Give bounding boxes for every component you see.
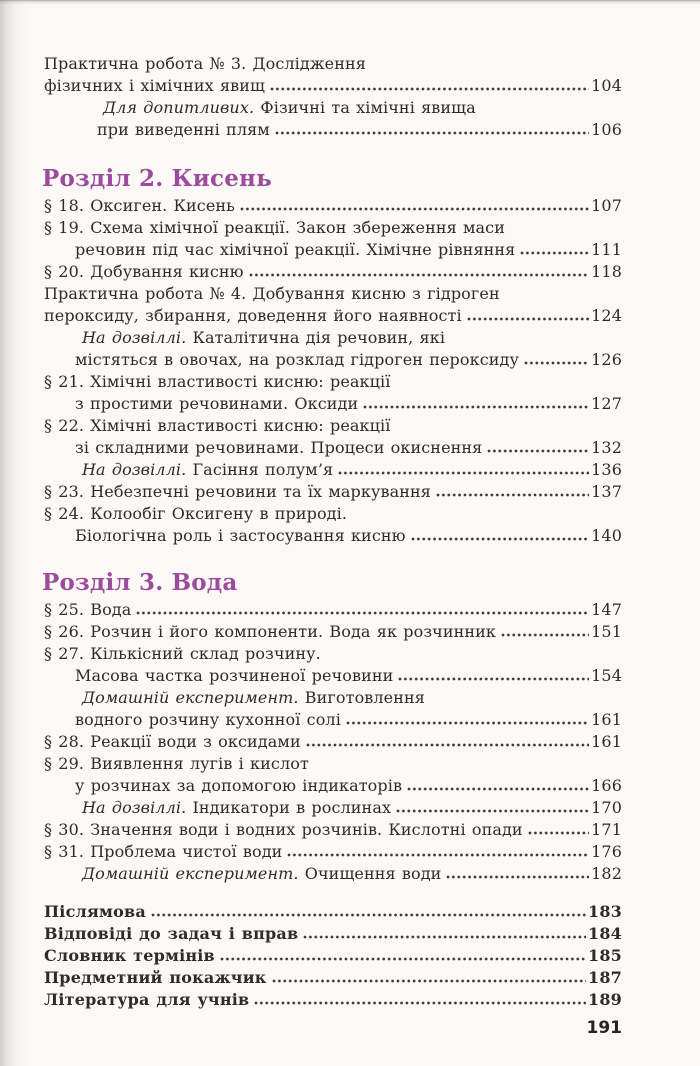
toc-line (44, 600, 622, 622)
toc-line (44, 710, 622, 732)
dot-leader-icon (287, 853, 589, 857)
page-number: 191 (586, 1018, 622, 1038)
toc-line (44, 622, 622, 644)
toc-line-text: § 22. Хімічні властивості кисню: реакції (44, 416, 391, 435)
dot-leader-icon (306, 743, 589, 747)
dot-leader-icon (136, 611, 589, 615)
toc-line-text: § 30. Значення води і водних розчинів. Кислотні опади (44, 820, 523, 839)
toc-line (44, 262, 622, 284)
toc-line (44, 218, 622, 240)
toc-line (44, 990, 622, 1012)
toc-line (44, 76, 622, 98)
toc-entry-page-number: 132 (591, 438, 622, 457)
toc-line-text: § 25. Вода (44, 600, 132, 619)
toc-line-text: Практична робота № 4. Добування кисню з гідроген (44, 284, 500, 303)
toc-line-text: Література для учнів (44, 990, 250, 1009)
toc-line-text: містяться в овочах, на розклад гідроген пероксиду (75, 350, 520, 369)
toc-line (44, 902, 622, 924)
toc-line-emphasis: На дозвіллі. (82, 460, 187, 479)
toc-line-text: § 18. Оксиген. Кисень (44, 196, 235, 215)
toc-line (44, 526, 622, 548)
toc-line (44, 438, 622, 460)
toc-line (44, 666, 622, 688)
toc-line (44, 924, 622, 946)
dot-leader-icon (411, 537, 589, 541)
dot-leader-icon (520, 251, 589, 255)
toc-line-text: § 29. Виявлення лугів і кислот (44, 754, 309, 773)
toc-line (44, 98, 622, 120)
dot-leader-icon (254, 1001, 586, 1005)
toc-line-text: речовин під час хімічної реакції. Хімічне рівняння (75, 240, 516, 259)
toc-line (44, 842, 622, 864)
page-left-edge-shadow (0, 0, 28, 1066)
dot-leader-icon (303, 935, 586, 939)
toc-line (44, 732, 622, 754)
toc-entry-page-number: 183 (588, 902, 622, 921)
toc-entry-page-number: 154 (591, 666, 622, 685)
toc-entry-page-number: 184 (588, 924, 622, 943)
toc-line-text: § 20. Добування кисню (44, 262, 244, 281)
toc-line (44, 120, 622, 142)
toc-line-text: Гасіння полум’я (186, 460, 334, 479)
toc-line (44, 820, 622, 842)
toc-line-text: § 21. Хімічні властивості кисню: реакції (44, 372, 391, 391)
toc-line-text: Каталітична дія речовин, які (186, 328, 446, 347)
toc-line-text: Біологічна роль і застосування кисню (75, 526, 406, 545)
toc-line (44, 688, 622, 710)
toc-entry-page-number: 127 (591, 394, 622, 413)
dot-leader-icon (338, 471, 589, 475)
toc-line (44, 968, 622, 990)
toc-entry-page-number: 147 (591, 600, 622, 619)
toc-line-text: при виведенні плям (97, 120, 270, 139)
section-heading: Розділ 2. Кисень (42, 165, 272, 192)
toc-line (44, 372, 622, 394)
dot-leader-icon (346, 721, 589, 725)
toc-entry-page-number: 111 (591, 240, 622, 259)
toc-line-text: § 26. Розчин і його компоненти. Вода як розчинник (44, 622, 496, 641)
toc-entry-page-number: 140 (591, 526, 622, 545)
toc-line (44, 54, 622, 76)
toc-line-text: § 31. Проблема чистої води (44, 842, 283, 861)
toc-line (44, 504, 622, 526)
toc-line (44, 196, 622, 218)
dot-leader-icon (363, 405, 589, 409)
dot-leader-icon (220, 957, 586, 961)
toc-entry-page-number: 161 (591, 732, 622, 751)
dot-leader-icon (524, 361, 589, 365)
toc-line-text: § 27. Кількісний склад розчину. (44, 644, 321, 663)
dot-leader-icon (275, 131, 589, 135)
toc-line (44, 864, 622, 886)
toc-entry-page-number: 126 (591, 350, 622, 369)
toc-line-text: зі складними речовинами. Процеси окиснення (75, 438, 483, 457)
toc-line-text: Практична робота № 3. Дослідження (44, 54, 366, 73)
toc-line-text: Масова частка розчиненої речовини (75, 666, 394, 685)
toc-entry-page-number: 187 (588, 968, 622, 987)
toc-line-text: водного розчину кухонної солі (75, 710, 341, 729)
toc-line (44, 776, 622, 798)
toc-line (44, 328, 622, 350)
toc-line-text: Предметний покажчик (44, 968, 267, 987)
toc-line-text: Післямова (44, 902, 146, 921)
toc-line-text: Індикатори в рослинах (186, 798, 392, 817)
dot-leader-icon (398, 677, 589, 681)
toc-entry-page-number: 185 (588, 946, 622, 965)
toc-entry-page-number: 137 (591, 482, 622, 501)
toc-entry-page-number: 118 (591, 262, 622, 281)
toc-line (44, 946, 622, 968)
toc-entry-page-number: 170 (591, 798, 622, 817)
toc-line-text: § 24. Колообіг Оксигену в природі. (44, 504, 348, 523)
toc-line-emphasis: На дозвіллі. (82, 328, 187, 347)
toc-entry-page-number: 161 (591, 710, 622, 729)
dot-leader-icon (407, 787, 589, 791)
toc-entry-page-number: 106 (591, 120, 622, 139)
toc-entry-page-number: 166 (591, 776, 622, 795)
dot-leader-icon (249, 273, 589, 277)
toc-line-text: § 19. Схема хімічної реакції. Закон збереження маси (44, 218, 505, 237)
table-of-contents (44, 0, 622, 1038)
toc-line-emphasis: Домашній експеримент. (82, 688, 299, 707)
toc-line-text: § 23. Небезпечні речовини та їх маркування (44, 482, 431, 501)
dot-leader-icon (501, 633, 589, 637)
toc-line-emphasis: На дозвіллі. (82, 798, 187, 817)
section-heading: Розділ 3. Вода (42, 569, 238, 596)
toc-line (44, 240, 622, 262)
toc-line (44, 284, 622, 306)
dot-leader-icon (446, 875, 589, 879)
toc-line-text: § 28. Реакції води з оксидами (44, 732, 301, 751)
toc-line (44, 482, 622, 504)
toc-entry-page-number: 176 (591, 842, 622, 861)
dot-leader-icon (396, 809, 589, 813)
toc-line (44, 350, 622, 372)
toc-line-text: Виготовлення (298, 688, 425, 707)
toc-line-emphasis: Домашній експеримент. (82, 864, 299, 883)
toc-line (44, 798, 622, 820)
toc-line-emphasis: Для допитливих. (103, 98, 255, 117)
toc-entry-page-number: 136 (591, 460, 622, 479)
toc-line-text: Очищення води (298, 864, 442, 883)
toc-entry-page-number: 182 (591, 864, 622, 883)
toc-entry-page-number: 104 (591, 76, 622, 95)
dot-leader-icon (436, 493, 589, 497)
toc-entry-page-number: 151 (591, 622, 622, 641)
toc-line (44, 754, 622, 776)
toc-line-text: з простими речовинами. Оксиди (75, 394, 359, 413)
toc-line-text: у розчинах за допомогою індикаторів (75, 776, 403, 795)
section-gap (44, 886, 622, 902)
toc-entry-page-number: 189 (588, 990, 622, 1009)
toc-entry-page-number: 171 (591, 820, 622, 839)
dot-leader-icon (272, 979, 586, 983)
toc-line (44, 644, 622, 666)
dot-leader-icon (151, 913, 586, 917)
toc-line-text: Фізичні та хімічні явища (254, 98, 476, 117)
toc-line-text: фізичних і хімічних явищ (44, 76, 266, 95)
dot-leader-icon (528, 831, 589, 835)
toc-line (44, 416, 622, 438)
toc-line (44, 306, 622, 328)
toc-line-text: Відповіді до задач і вправ (44, 924, 299, 943)
toc-line-text: Словник термінів (44, 946, 215, 965)
toc-line (44, 394, 622, 416)
dot-leader-icon (240, 207, 589, 211)
dot-leader-icon (270, 87, 589, 91)
dot-leader-icon (487, 449, 589, 453)
dot-leader-icon (467, 317, 589, 321)
toc-line-text: пероксиду, збирання, доведення його наявності (44, 306, 462, 325)
toc-entry-page-number: 124 (591, 306, 622, 325)
toc-line (44, 460, 622, 482)
toc-entry-page-number: 107 (591, 196, 622, 215)
